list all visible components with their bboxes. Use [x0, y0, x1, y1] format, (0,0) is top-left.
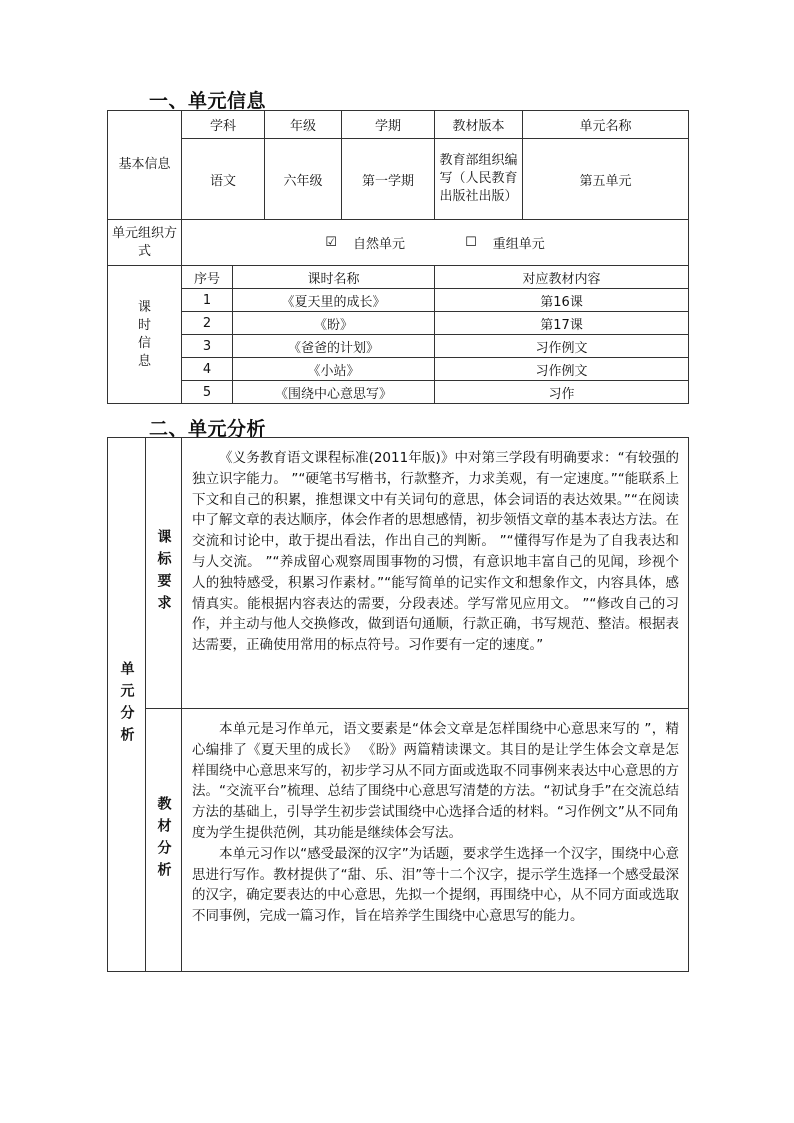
header-unit-name: 单元名称 — [523, 111, 689, 139]
header-grade: 年级 — [265, 111, 342, 139]
header-semester: 学期 — [342, 111, 435, 139]
value-unit-name: 第五单元 — [523, 139, 689, 220]
lesson-content: 第16课 — [435, 289, 689, 312]
lesson-name: 《爸爸的计划》 — [233, 335, 435, 358]
standard-label: 课标要求 — [146, 438, 182, 709]
lesson-row — [108, 335, 689, 358]
unit-info-table — [107, 110, 689, 404]
unit-org-options — [182, 220, 689, 266]
lesson-name: 《盼》 — [233, 312, 435, 335]
lesson-no: 4 — [182, 358, 233, 381]
lesson-row — [108, 289, 689, 312]
lesson-no: 3 — [182, 335, 233, 358]
header-subject: 学科 — [182, 111, 265, 139]
lesson-no: 2 — [182, 312, 233, 335]
lesson-no: 1 — [182, 289, 233, 312]
checked-box-icon[interactable]: ☑ — [325, 235, 337, 250]
lesson-row — [108, 358, 689, 381]
lesson-name: 《围绕中心意思写》 — [233, 381, 435, 404]
unit-analysis-table — [107, 437, 689, 972]
value-edition: 教育部组织编写（人民教育出版社出版） — [435, 139, 523, 220]
basic-info-label: 基本信息 — [108, 111, 182, 220]
textbook-text: 本单元是习作单元，语文要素是“体会文章是怎样围绕中心意思来写的 ”，精心编排了《夏天里的成长》 《盼》两篇精读课文。其目的是让学生体会文章是怎样围绕中心意思来写的，初步学习从不同方面或选取不同事例来表达中心意思的方法。“交流平台”梳理、总结了围绕中心意思写清楚的方法。“初试身手”在交流总结方法的基础上，引导学生初步尝试围绕中心选择合适的材料。“习作例文”从不同角度为学生提供范例，其功能是继续体会写法。 本单元习作以“感受最深的汉字”为话题，要求学生选择一个汉字，围绕中心意思进行写作。教材提供了“甜、乐、泪”等十二个汉字，提示学生选择一个感受最深的汉字，确定要表达的中心意思，先拟一个提纲，再围绕中心，从不同方面或选取不同事例，完成一篇习作，旨在培养学生围绕中心意思写的能力。 — [182, 709, 689, 972]
regroup-unit-option[interactable] — [465, 233, 545, 252]
section-title-unit-info: 一、单元信息 — [149, 90, 267, 112]
unit-org-label: 单元组织方式 — [108, 220, 182, 266]
lesson-info-label: 课时信息 — [108, 266, 182, 404]
value-subject: 语文 — [182, 139, 265, 220]
lesson-content: 习作 — [435, 381, 689, 404]
section-title-unit-analysis: 二、单元分析 — [149, 418, 267, 440]
lesson-name: 《小站》 — [233, 358, 435, 381]
natural-unit-label: 自然单元 — [352, 237, 405, 252]
lesson-content: 习作例文 — [435, 358, 689, 381]
header-lesson-no: 序号 — [182, 266, 233, 289]
textbook-label: 教材分析 — [146, 709, 182, 972]
lesson-content: 习作例文 — [435, 335, 689, 358]
header-lesson-name: 课时名称 — [233, 266, 435, 289]
unchecked-box-icon[interactable]: ☐ — [465, 235, 477, 250]
lesson-name: 《夏天里的成长》 — [233, 289, 435, 312]
header-edition: 教材版本 — [435, 111, 523, 139]
lesson-content: 第17课 — [435, 312, 689, 335]
value-grade: 六年级 — [265, 139, 342, 220]
regroup-unit-label: 重组单元 — [492, 237, 545, 252]
analysis-main-label: 单元分析 — [108, 438, 146, 972]
natural-unit-option[interactable] — [325, 233, 405, 252]
standard-text: 《义务教育语文课程标准(2011年版)》中对第三学段有明确要求：“有较强的独立识字能力。 ”“硬笔书写楷书，行款整齐，力求美观，有一定速度。”“能联系上下文和自己的积累，推想课文中有关词句的意思，体会词语的表达效果。”“在阅读中了解文章的表达顺序，体会作者的思想感情，初步领悟文章的基本表达方法。在交流和讨论中，敢于提出看法，作出自己的判断。 ”“懂得写作是为了自我表达和与人交流。 ”“养成留心观察周围事物的习惯，有意识地丰富自己的见闻，珍视个人的独特感受，积累习作素材。”“能写简单的记实作文和想象作文，内容具体，感情真实。能根据内容表达的需要，分段表述。学写常见应用文。 ”“修改自己的习作，并主动与他人交换修改，做到语句通顺，行款正确，书写规范、整洁。根据表达需要，正确使用常用的标点符号。习作要有一定的速度。” — [182, 438, 689, 709]
lesson-row — [108, 312, 689, 335]
lesson-no: 5 — [182, 381, 233, 404]
value-semester: 第一学期 — [342, 139, 435, 220]
header-lesson-content: 对应教材内容 — [435, 266, 689, 289]
lesson-row — [108, 381, 689, 404]
